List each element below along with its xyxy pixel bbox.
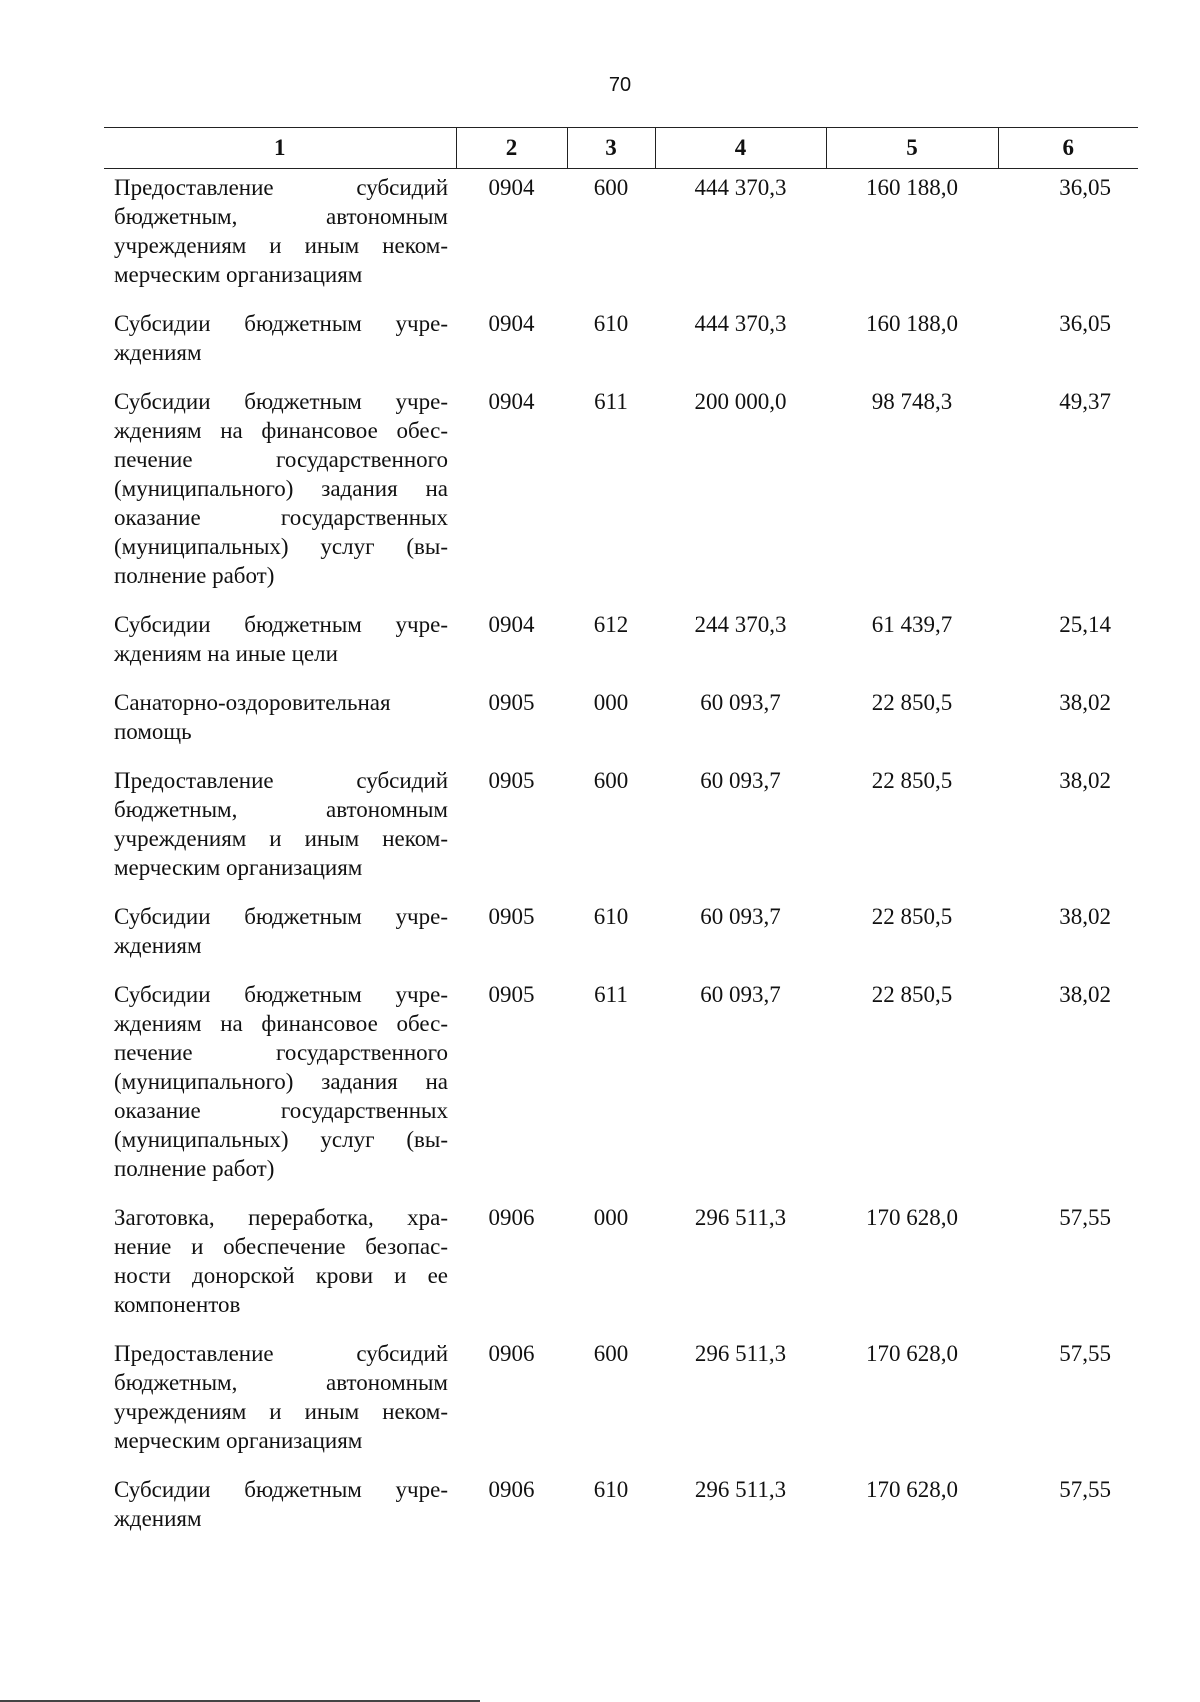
row-section-code: 0905 [488, 768, 535, 793]
row-actual-amount: 160 188,0 [866, 311, 958, 336]
row-section-code: 0905 [488, 904, 535, 929]
row-plan-amount: 444 370,3 [694, 311, 787, 336]
table-row [104, 610, 1138, 688]
row-type-code: 612 [593, 612, 629, 637]
page-number: 70 [608, 74, 632, 96]
row-plan-amount: 60 093,7 [700, 768, 781, 793]
row-percent: 57,55 [1059, 1477, 1111, 1502]
row-name: Заготовка, переработка, хра-нение и обеспечение безопас-ности донорской крови и ее компонентов [114, 1205, 448, 1317]
row-type-code: 611 [594, 389, 628, 414]
table-row [104, 1203, 1138, 1339]
row-plan-amount: 60 093,7 [700, 982, 781, 1007]
row-name: Субсидии бюджетным учре-ждениям на финансовое обес-печение государственного (муниципального) задания на оказание государственных (муниципальных) услуг (вы-полнение работ) [114, 982, 448, 1181]
row-name: Предоставление субсидий бюджетным, автономным учреждениям и иным неком-мерческим организациям [114, 768, 448, 880]
row-type-code: 000 [593, 1205, 629, 1230]
row-name: Предоставление субсидий бюджетным, автономным учреждениям и иным неком-мерческим организациям [114, 1341, 448, 1453]
row-type-code: 000 [593, 690, 629, 715]
row-percent: 57,55 [1059, 1205, 1111, 1230]
row-actual-amount: 61 439,7 [871, 612, 953, 637]
column-header-5: 5 [826, 128, 998, 169]
row-type-code: 611 [594, 982, 628, 1007]
row-plan-amount: 296 511,3 [694, 1477, 787, 1502]
row-section-code: 0906 [488, 1341, 535, 1366]
row-name: Субсидии бюджетным учре-ждениям на финансовое обес-печение государственного (муниципального) задания на оказание государственных (муниципальных) услуг (вы-полнение работ) [114, 389, 448, 588]
table-body [104, 169, 1138, 1554]
row-type-code: 600 [593, 768, 629, 793]
table-row [104, 169, 1138, 310]
row-actual-amount: 22 850,5 [871, 904, 953, 929]
table-header [104, 128, 1138, 169]
row-plan-amount: 444 370,3 [694, 175, 787, 200]
table-row [104, 980, 1138, 1203]
row-name: Субсидии бюджетным учре-ждениям [114, 1477, 448, 1531]
row-section-code: 0904 [488, 175, 535, 200]
row-plan-amount: 244 370,3 [694, 612, 787, 637]
row-section-code: 0906 [488, 1477, 535, 1502]
row-type-code: 610 [593, 311, 629, 336]
row-name: Субсидии бюджетным учре-ждениям [114, 311, 448, 365]
header-row [104, 128, 1138, 169]
row-actual-amount: 160 188,0 [866, 175, 958, 200]
row-section-code: 0904 [488, 612, 535, 637]
column-header-3: 3 [567, 128, 655, 169]
column-header-1: 1 [104, 128, 456, 169]
row-actual-amount: 170 628,0 [866, 1205, 958, 1230]
row-section-code: 0905 [488, 982, 535, 1007]
row-plan-amount: 60 093,7 [700, 690, 781, 715]
row-name: Санаторно-оздоровительная помощь [114, 690, 391, 744]
column-header-6: 6 [998, 128, 1138, 169]
row-percent: 38,02 [1059, 690, 1111, 715]
row-section-code: 0904 [488, 389, 535, 414]
budget-table-container [104, 127, 1138, 1553]
table-row [104, 766, 1138, 902]
row-actual-amount: 22 850,5 [871, 982, 953, 1007]
table-row [104, 309, 1138, 387]
table-row [104, 1475, 1138, 1553]
row-plan-amount: 60 093,7 [700, 904, 781, 929]
row-percent: 38,02 [1059, 904, 1111, 929]
row-percent: 49,37 [1059, 389, 1111, 414]
row-type-code: 600 [593, 1341, 629, 1366]
row-section-code: 0905 [488, 690, 535, 715]
row-percent: 38,02 [1059, 768, 1111, 793]
row-type-code: 610 [593, 904, 629, 929]
row-actual-amount: 170 628,0 [866, 1477, 958, 1502]
row-plan-amount: 200 000,0 [694, 389, 787, 414]
row-percent: 57,55 [1059, 1341, 1111, 1366]
row-section-code: 0904 [488, 311, 535, 336]
row-name: Субсидии бюджетным учре-ждениям [114, 904, 448, 958]
row-percent: 25,14 [1059, 612, 1111, 637]
row-percent: 36,05 [1059, 175, 1111, 200]
row-name: Субсидии бюджетным учре-ждениям на иные цели [114, 612, 448, 666]
row-type-code: 600 [593, 175, 629, 200]
table-row [104, 1339, 1138, 1475]
row-actual-amount: 22 850,5 [871, 690, 953, 715]
table-row [104, 688, 1138, 766]
column-header-2: 2 [456, 128, 567, 169]
row-name: Предоставление субсидий бюджетным, автономным учреждениям и иным неком-мерческим организациям [114, 175, 448, 287]
row-actual-amount: 170 628,0 [866, 1341, 958, 1366]
row-percent: 36,05 [1059, 311, 1111, 336]
column-header-4: 4 [655, 128, 826, 169]
table-row [104, 387, 1138, 610]
budget-table [104, 127, 1138, 1553]
row-type-code: 610 [593, 1477, 629, 1502]
row-plan-amount: 296 511,3 [694, 1205, 787, 1230]
row-section-code: 0906 [488, 1205, 535, 1230]
row-plan-amount: 296 511,3 [694, 1341, 787, 1366]
table-row [104, 902, 1138, 980]
row-actual-amount: 98 748,3 [871, 389, 953, 414]
row-actual-amount: 22 850,5 [871, 768, 953, 793]
row-percent: 38,02 [1059, 982, 1111, 1007]
